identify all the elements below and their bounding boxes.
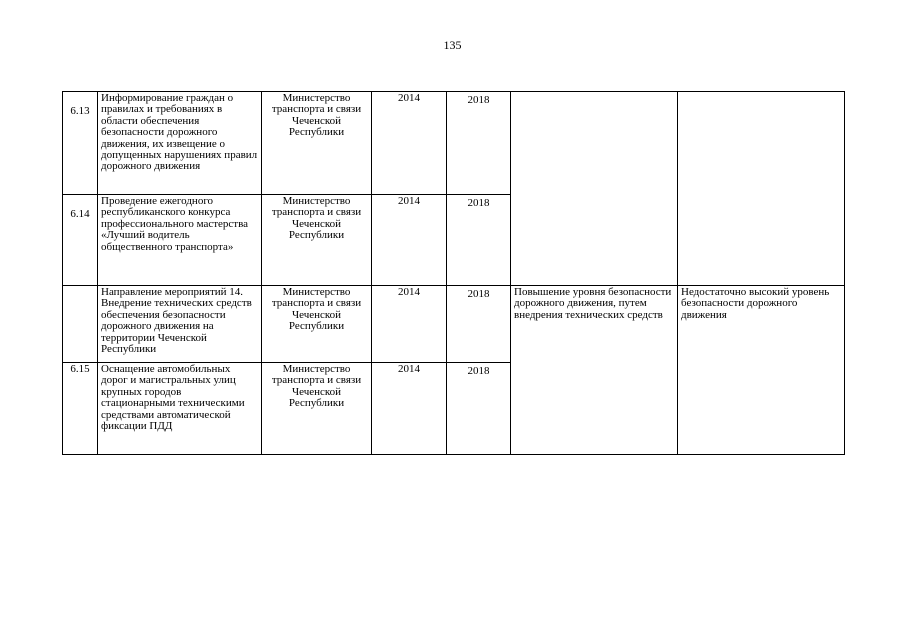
task-cell: Проведение ежегодного республиканского конкурса профессионального мастерства «Лучший водитель общественного транспорта»: [98, 195, 262, 286]
result-cell: Повышение уровня безопасности дорожного движения, путем внедрения технических средств: [511, 286, 678, 455]
task-cell: Оснащение автомобильных дорог и магистральных улиц крупных городов стационарными техническими средствами автоматической фиксации ПДД: [98, 363, 262, 455]
start-year-cell: 2014: [372, 286, 447, 363]
row-number: 6.15: [63, 363, 98, 455]
task-cell: Информирование граждан о правилах и требованиях в области обеспечения безопасности дорожного движения, их извещение о допущенных нарушениях правил дорожного движения: [98, 92, 262, 195]
end-year-cell: 2018: [447, 363, 511, 455]
responsible-cell: Министерство транспорта и связи Чеченской Республики: [262, 363, 372, 455]
responsible-cell: Министерство транспорта и связи Чеченской Республики: [262, 92, 372, 195]
responsible-cell: Министерство транспорта и связи Чеченской Республики: [262, 286, 372, 363]
responsible-cell: Министерство транспорта и связи Чеченской Республики: [262, 195, 372, 286]
consequence-cell-empty: [678, 92, 845, 286]
consequence-cell: Недостаточно высокий уровень безопасности дорожного движения: [678, 286, 845, 455]
table-row: [63, 286, 845, 363]
row-number: 6.14: [63, 195, 98, 286]
end-year-cell: 2018: [447, 286, 511, 363]
table-row: [63, 92, 845, 195]
start-year-cell: 2014: [372, 363, 447, 455]
task-cell: Направление мероприятий 14. Внедрение технических средств обеспечения безопасности дорожного движения на территории Чеченской Республики: [98, 286, 262, 363]
start-year-cell: 2014: [372, 195, 447, 286]
start-year-cell: 2014: [372, 92, 447, 195]
result-cell-empty: [511, 92, 678, 286]
end-year-cell: 2018: [447, 195, 511, 286]
page-number: 135: [443, 38, 462, 52]
end-year-cell: 2018: [447, 92, 511, 195]
row-number: [63, 286, 98, 363]
row-number: 6.13: [63, 92, 98, 195]
measures-table: [62, 91, 845, 455]
